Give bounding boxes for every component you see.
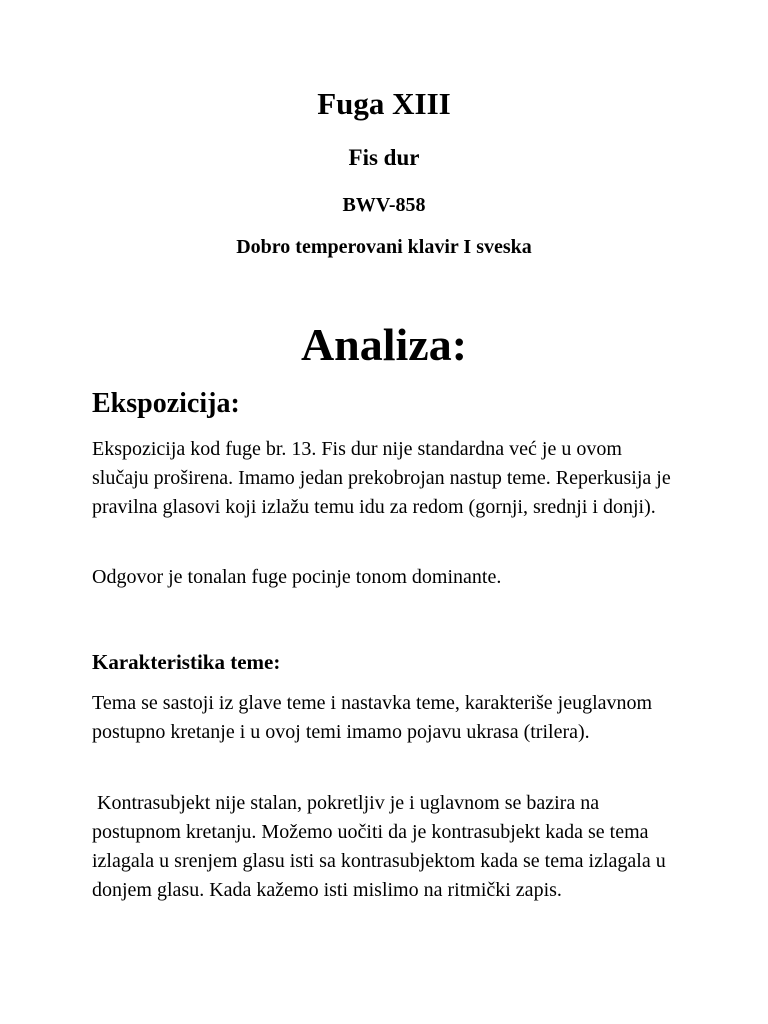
theme-paragraph: Tema se sastoji iz glave teme i nastavka teme, karakteriše jeuglavnom postupno kretanje i u ovoj temi imamo pojavu ukrasa (trilera). — [92, 692, 653, 743]
theme-paragraph: Kontrasubjekt nije stalan, pokretljiv je i uglavnom se bazira na postupnom kretanju. Možemo uočiti da je kontrasubjekt kada se tema izlagala u srenjem glasu isti sa kontrasubjektom kada se tema izlagala u donjem glasu. Kada kažemo isti mislimo na ritmički zapis. — [92, 792, 671, 901]
analysis-heading: Analiza: — [300, 319, 468, 370]
catalog-number: BWV-858 — [342, 194, 426, 216]
exposition-paragraph: Odgovor je tonalan fuge pocinje tonom dominante. — [92, 566, 502, 588]
exposition-heading: Ekspozicija: — [92, 388, 240, 419]
exposition-paragraph: Ekspozicija kod fuge br. 13. Fis dur nije standardna već je u ovom slučaju proširena. Imamo jedan prekobrojan nastup teme. Reperkusija je pravilna glasovi koji izlažu temu idu za redom (gornji, srednji i donji). — [92, 438, 671, 518]
collection-name: Dobro temperovani klavir I sveska — [236, 236, 532, 258]
theme-heading: Karakteristika teme: — [92, 650, 281, 674]
document-title: Fuga XIII — [317, 86, 451, 121]
document-subtitle: Fis dur — [348, 145, 420, 170]
